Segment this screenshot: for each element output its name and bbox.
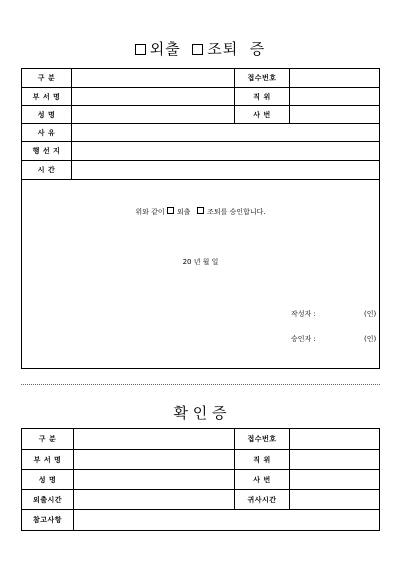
label-receipt-no: 접수번호 [235, 69, 290, 87]
field-reason[interactable] [72, 124, 379, 141]
field-name[interactable] [74, 470, 235, 489]
field-department[interactable] [72, 88, 235, 105]
title-suffix: 증 [249, 40, 266, 58]
field-time[interactable] [72, 161, 379, 179]
row-remarks [22, 510, 379, 530]
checkbox-early-leave[interactable] [192, 44, 203, 55]
label-position: 직 위 [235, 88, 290, 105]
label-department: 부 서 명 [22, 450, 74, 469]
title-early-label: 조퇴 [207, 40, 239, 58]
approver-seal: (인) [364, 335, 377, 343]
row-department [22, 450, 379, 470]
label-position: 직 위 [235, 450, 290, 469]
statement-checkbox-out[interactable] [167, 207, 174, 214]
row-department [22, 88, 379, 106]
field-name[interactable] [72, 106, 235, 123]
label-remarks: 참고사항 [22, 510, 74, 530]
label-name: 성 명 [22, 470, 74, 489]
form2-title: 확 인 증 [173, 404, 227, 422]
label-employee-no: 사 번 [235, 470, 290, 489]
label-department: 부 서 명 [22, 88, 72, 105]
label-destination: 행 선 지 [22, 142, 72, 160]
checkbox-out[interactable] [135, 44, 146, 55]
date-line: 20 년 월 일 [182, 258, 219, 266]
label-return-time: 귀사시간 [235, 490, 290, 509]
statement-early: 조퇴를 승인합니다. [207, 208, 266, 216]
field-department[interactable] [74, 450, 235, 469]
form1-table [21, 68, 380, 369]
label-time: 시 간 [22, 161, 72, 179]
field-division[interactable] [72, 69, 235, 87]
form2-table [21, 428, 380, 531]
field-return-time[interactable] [290, 490, 379, 509]
field-employee-no[interactable] [290, 106, 379, 123]
row-name [22, 106, 379, 124]
label-receipt-no: 접수번호 [235, 429, 290, 449]
field-division[interactable] [74, 429, 235, 449]
form1-title [0, 38, 400, 59]
field-position[interactable] [290, 450, 379, 469]
writer-seal: (인) [364, 310, 377, 318]
row-reason [22, 124, 379, 142]
field-position[interactable] [290, 88, 379, 105]
field-out-time[interactable] [74, 490, 235, 509]
label-division: 구 분 [22, 69, 72, 87]
row-out-time [22, 490, 379, 510]
label-employee-no: 사 번 [235, 106, 290, 123]
label-division: 구 분 [22, 429, 74, 449]
label-name: 성 명 [22, 106, 72, 123]
row-name [22, 470, 379, 490]
label-reason: 사 유 [22, 124, 72, 141]
field-employee-no[interactable] [290, 470, 379, 489]
row-division [22, 69, 379, 88]
approver-label: 승인자 : [291, 335, 316, 343]
statement-out: 외출 [176, 208, 191, 216]
row-destination [22, 142, 379, 161]
statement-prefix: 위와 같이 [135, 208, 165, 216]
title-out-label: 외출 [149, 40, 181, 58]
cut-line [21, 384, 380, 385]
field-receipt-no[interactable] [290, 429, 379, 449]
field-remarks[interactable] [74, 510, 379, 530]
field-destination[interactable] [72, 142, 379, 160]
field-receipt-no[interactable] [290, 69, 379, 87]
label-out-time: 외출시간 [22, 490, 74, 509]
writer-label: 작성자 : [291, 310, 316, 318]
statement-checkbox-early[interactable] [197, 207, 204, 214]
row-division [22, 429, 379, 450]
row-time [22, 161, 379, 180]
approval-statement [22, 207, 379, 217]
